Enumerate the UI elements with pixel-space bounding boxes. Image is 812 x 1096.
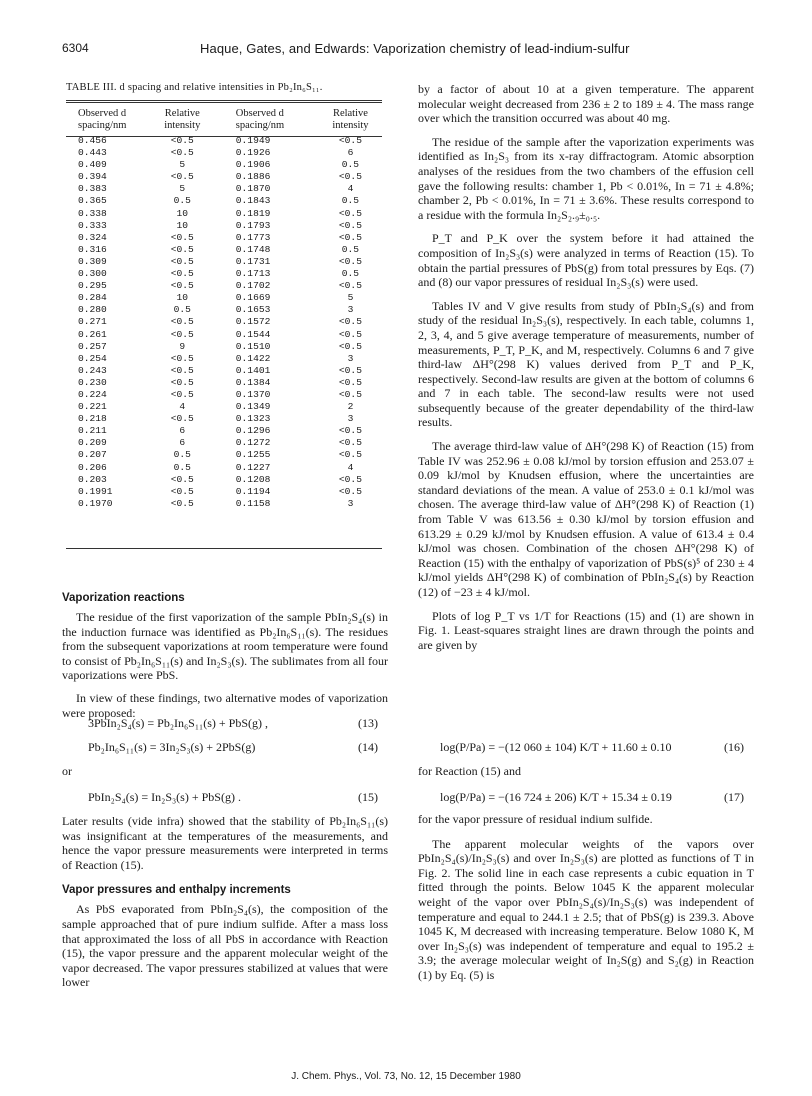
table-cell: 0.5 [173,461,191,473]
table-cell: 4 [347,183,354,195]
table-cell: <0.5 [338,207,362,219]
table-cell: 0.1991 [78,485,113,497]
paragraph: The residue of the first vaporization of the sample PbIn₂S₄(s) in the induction furnace was identified as Pb₂In₆S₁₁(s). The residues from the subsequent vaporizations at room temperature were found to consist of Pb₂In₆S₁₁(s) and In₂S₃(s). The sublimates from all four vaporizations were PbS. [62,610,388,683]
table-row [66,365,382,377]
paragraph: The residue of the sample after the vaporization experiments was identified as In₂S₃ from its x-ray diffractogram. Atomic absorption analyses of the residues from the two chambers of the effusion cell gave the following results: chamber 1, Pb < 0.01%, In = 71 ± 4.8%; chamber 2, Pb < 0.01%, In = 71 ± 3.6%. These results correspond to a residue with the formula In₂S₂.₉±₀.₅. [418,134,754,222]
table-cell: 0.1272 [235,437,271,449]
table-cell: 0.1793 [235,219,271,231]
table-cell: 0.1158 [235,497,271,509]
table-cell: 0.5 [173,304,191,316]
table-cell: 5 [179,159,186,171]
equation-13: 3PbIn₂S₄(s) = Pb₂In₆S₁₁(s) + PbS(g) , [88,716,268,730]
table-body [66,135,382,510]
table-cell: 0.324 [78,231,107,243]
table-cell: 0.1713 [235,268,271,280]
table-cell: <0.5 [338,316,362,328]
table-cell: 0.1296 [235,425,271,437]
table-cell: 0.409 [78,159,107,171]
table-cell: 0.338 [78,207,107,219]
table-cell: 4 [347,461,354,473]
table-cell: 0.221 [78,401,107,413]
col-header: Relative intensity [164,108,201,131]
table-cell: 0.207 [78,449,107,461]
table-cell: <0.5 [338,340,362,352]
table-cell: 0.1949 [235,135,271,146]
table-header-row [66,106,382,135]
table-cell: 2 [347,401,354,413]
d-spacing-table [66,106,382,510]
table-cell: 9 [179,340,186,352]
table-row [66,486,382,498]
table-cell: 0.1323 [235,413,271,425]
right-column [418,82,754,652]
equation-14: Pb₂In₆S₁₁(s) = 3In₂S₃(s) + 2PbS(g) [88,740,256,754]
table-cell: 0.309 [78,255,107,267]
table-cell: 0.316 [78,243,107,255]
table-cell: <0.5 [338,171,362,183]
table-cell: 0.211 [78,425,107,437]
table-cell: 0.261 [78,328,107,340]
table-top-rule-2 [66,102,382,103]
table-cell: <0.5 [338,485,362,497]
page-number: 6304 [62,41,89,55]
table-cell: <0.5 [170,255,194,267]
table-row [66,401,382,413]
table-cell: 0.394 [78,171,107,183]
table-cell: 0.1544 [235,328,271,340]
table-cell: <0.5 [338,255,362,267]
paragraph: by a factor of about 10 at a given temperature. The apparent molecular weight decreased from 236 ± 2 to 189 ± 4. The mass range over which the transition occurred was about 40 mg. [418,82,754,126]
table-cell: 0.224 [78,388,107,400]
table-row [66,377,382,389]
running-title: Haque, Gates, and Edwards: Vaporization chemistry of lead-indium-sulfur [200,41,630,56]
table-cell: 0.1702 [235,280,271,292]
table-row [66,341,382,353]
table-cell: <0.5 [170,171,194,183]
table-cell: <0.5 [338,328,362,340]
table-row [66,147,382,159]
equation-16-number: (16) [724,740,744,754]
table-cell: 0.1970 [78,497,113,509]
table-cell: 0.5 [341,268,360,280]
table-row [66,232,382,244]
table-cell: <0.5 [170,497,194,509]
table-cell: 0.209 [78,437,107,449]
table-row [66,449,382,461]
table-cell: <0.5 [338,449,362,461]
table-cell: 4 [179,401,186,413]
table-row [66,437,382,449]
table-cell: <0.5 [170,376,194,388]
table-cell: <0.5 [170,364,194,376]
table-row [66,316,382,328]
table-row [66,329,382,341]
table-row [66,280,382,292]
table-cell: 6 [179,425,186,437]
equation-17: log(P/Pa) = −(16 724 ± 206) K/T + 15.34 ± 0.19 [440,790,672,804]
table-cell: <0.5 [338,376,362,388]
table-cell: 0.5 [341,195,360,207]
table-cell: 0.5 [341,243,360,255]
paragraph: Later results (vide infra) showed that the stability of Pb₂In₆S₁₁(s) was insignificant at the temperatures of the measurements, and hence the vapor pressure measurements were interpreted in terms of Reaction (15). [62,814,388,872]
table-cell: <0.5 [338,135,362,146]
table-cell: <0.5 [338,437,362,449]
table-cell: 0.230 [78,376,107,388]
table-row [66,195,382,207]
table-cell: 0.5 [173,449,191,461]
table-cell: 0.295 [78,280,107,292]
table-cell: 0.1773 [235,231,271,243]
col-header: Relative intensity [332,108,369,131]
table-cell: <0.5 [170,280,194,292]
table-cell: 0.333 [78,219,107,231]
table-row [66,135,382,147]
table-cell: <0.5 [338,364,362,376]
equation-14-number: (14) [358,740,378,754]
table-cell: 0.1208 [235,473,271,485]
table-cell: <0.5 [170,388,194,400]
table-cell: <0.5 [170,231,194,243]
table-cell: 0.456 [78,135,107,146]
table-cell: 3 [347,304,354,316]
table-row [66,244,382,256]
table-cell: 0.1669 [235,292,271,304]
table-cell: 0.1370 [235,388,271,400]
table-cell: <0.5 [170,328,194,340]
table-cell: 0.280 [78,304,107,316]
table-cell: 6 [179,437,186,449]
table-row [66,474,382,486]
paragraph: In view of these findings, two alternative modes of vaporization were proposed: [62,690,388,720]
table-cell: 0.1748 [235,243,271,255]
table-cell: 0.383 [78,183,107,195]
table-row [66,462,382,474]
paragraph: Tables IV and V give results from study of PbIn₂S₄(s) and from study of the residual In₂S₃(s), respectively. In each table, columns 1, 2, 3, 4, and 5 give average temperature of measurements, number of measurements, P_T, P_K, and M, respectively. Columns 6 and 7 give third-law ΔH°(298 K) values derived from P_T and P_K, respectively. Second-law results are given at the bottom of columns 6 and 7 in each table. The second-law results were not used subsequently because of the greater dependability of the third-law results. [418,298,754,430]
table-cell: 0.1401 [235,364,271,376]
table-cell: 0.365 [78,195,107,207]
table-row [66,413,382,425]
table-cell: <0.5 [170,473,194,485]
table-cell: <0.5 [170,268,194,280]
table-cell: <0.5 [170,352,194,364]
table-cell: 10 [176,292,189,304]
table-cell: 5 [179,183,186,195]
table-cell: 0.1572 [235,316,271,328]
table-cell: 0.1731 [235,255,271,267]
table-caption: TABLE III. d spacing and relative intensities in Pb₂In₆S₁₁. [66,82,323,93]
paragraph: P_T and P_K over the system before it had attained the composition of In₂S₃(s) were analyzed in terms of Reaction (15). To obtain the partial pressures of PbS(g) from total pressures by Eqs. (7) and (8) our vapor pressures of residual In₂S₃(s) were used. [418,231,754,290]
paragraph: for the vapor pressure of residual indium sulfide. [418,812,653,826]
section-heading-vaporization-reactions: Vaporization reactions [62,592,185,604]
table-cell: <0.5 [338,388,362,400]
journal-footer: J. Chem. Phys., Vol. 73, No. 12, 15 December 1980 [291,1071,521,1082]
table-cell: <0.5 [338,219,362,231]
table-cell: 0.203 [78,473,107,485]
table-cell: 5 [347,292,354,304]
table-cell: 0.1194 [235,485,271,497]
table-row [66,256,382,268]
table-cell: 0.1870 [235,183,271,195]
table-cell: 0.5 [173,195,191,207]
table-cell: 10 [176,207,189,219]
table-row [66,425,382,437]
table-cell: 0.218 [78,413,107,425]
table-cell: 0.1227 [235,461,271,473]
table-cell: <0.5 [338,280,362,292]
table-cell: 3 [347,352,354,364]
left-column-lower [62,814,388,990]
table-cell: 0.300 [78,268,107,280]
table-cell: <0.5 [170,147,194,159]
table-row [66,208,382,220]
table-cell: <0.5 [170,135,194,146]
table-row [66,159,382,171]
equation-13-number: (13) [358,716,378,730]
table-cell: 0.1906 [235,159,271,171]
table-row [66,498,382,510]
table-cell: 0.1843 [235,195,271,207]
table-cell: 0.284 [78,292,107,304]
table-cell: 0.1819 [235,207,271,219]
table-cell: <0.5 [170,413,194,425]
table-cell: 0.257 [78,340,107,352]
paragraph: The average third-law value of ΔH°(298 K) of Reaction (15) from Table IV was 252.96 ± 0.08 kJ/mol by torsion effusion and 253.07 ± 0.09 kJ/mol by Knudsen effusion, where the uncertainties are standard deviations of the mean. A value of 253.0 ± 0.1 kJ/mol was chosen. The average third-law value of ΔH°(298 K) of Reaction (1) from Table V was 613.56 ± 0.30 kJ/mol by torsion effusion and 613.29 ± 0.29 kJ/mol by Knudsen effusion. A value of 613.4 ± 0.4 kJ/mol was chosen. Combination of the chosen ΔH°(298 K) of Reaction (15) with the enthalpy of vaporization of PbS(s)⁵ of 230 ± 4 kJ/mol yields ΔH°(298 K) of combination of PbIn₂S₄(s) by Reaction (12) of −23 ± 4 kJ/mol. [418,439,754,599]
table-cell: 0.1422 [235,352,271,364]
table-cell: 0.1349 [235,401,271,413]
table-cell: 0.1255 [235,449,271,461]
table-row [66,292,382,304]
left-column [62,592,388,720]
table-cell: 0.1384 [235,376,271,388]
table-cell: 10 [176,219,189,231]
table-cell: 3 [347,497,354,509]
table-cell: <0.5 [338,425,362,437]
table-cell: 0.443 [78,147,107,159]
table-cell: 0.5 [341,159,360,171]
paragraph: The apparent molecular weights of the vapors over PbIn₂S₄(s)/In₂S₃(s) and over In₂S₃(s) are plotted as functions of T in Fig. 2. The solid line in each case represents a cubic equation in T fitted through the points. Below 1045 K the apparent molecular weight of the vapor over PbIn₂S₄(s)/In₂S₃(s) was independent of temperature and equal to 244.1 ± 2.5; that of PbS(g) is 239.3. Above 1045 K, M decreased with increasing temperature. Below 1080 K, M over In₂S₃(s) was independent of temperature and equal to 195.2 ± 3.9; the average molecular weight of In₂S(g) and S₂(g) in Reaction (1) by Eq. (5) is [418,836,754,982]
table-cell: <0.5 [170,485,194,497]
table-row [66,183,382,195]
table-bottom-rule [66,548,382,549]
table-row [66,353,382,365]
paragraph: Plots of log P_T vs 1/T for Reactions (15) and (1) are shown in Fig. 1. Least-squares straight lines are drawn through the points and are given by [418,608,754,652]
equation-connector-or: or [62,764,72,778]
col-header: Observed d spacing/nm [235,108,285,131]
table-cell: 0.1926 [235,147,271,159]
table-cell: 0.1510 [235,340,271,352]
table-cell: 0.243 [78,364,107,376]
equation-connector-for-reaction-15: for Reaction (15) and [418,764,521,778]
table-cell: <0.5 [170,243,194,255]
equation-17-number: (17) [724,790,744,804]
table-row [66,304,382,316]
table-row [66,171,382,183]
equation-16: log(P/Pa) = −(12 060 ± 104) K/T + 11.60 ± 0.10 [440,740,672,754]
table-row [66,220,382,232]
paragraph: As PbS evaporated from PbIn₂S₄(s), the composition of the sample approached that of pure indium sulfide. After a mass loss that approximated the loss of all PbS in accordance with Reaction (15), the vapor pressure and the apparent molecular weight of the vapor decreased. The vapor pressures stabilized at values that were lower [62,902,388,990]
equation-15-number: (15) [358,790,378,804]
table-cell: 6 [347,147,354,159]
table-cell: 0.1653 [235,304,271,316]
table-cell: 0.206 [78,461,107,473]
col-header: Observed d spacing/nm [78,108,127,131]
section-heading-vapor-pressures: Vapor pressures and enthalpy increments [62,884,291,897]
equation-15: PbIn₂S₄(s) = In₂S₃(s) + PbS(g) . [88,790,241,804]
table-row [66,389,382,401]
table-cell: <0.5 [170,316,194,328]
table-cell: <0.5 [338,473,362,485]
right-column-lower [418,812,754,983]
table-cell: <0.5 [338,231,362,243]
table-top-rule [66,100,382,101]
table-cell: 3 [347,413,354,425]
table-row [66,268,382,280]
table-cell: 0.1886 [235,171,271,183]
table-cell: 0.254 [78,352,107,364]
table-cell: 0.271 [78,316,107,328]
